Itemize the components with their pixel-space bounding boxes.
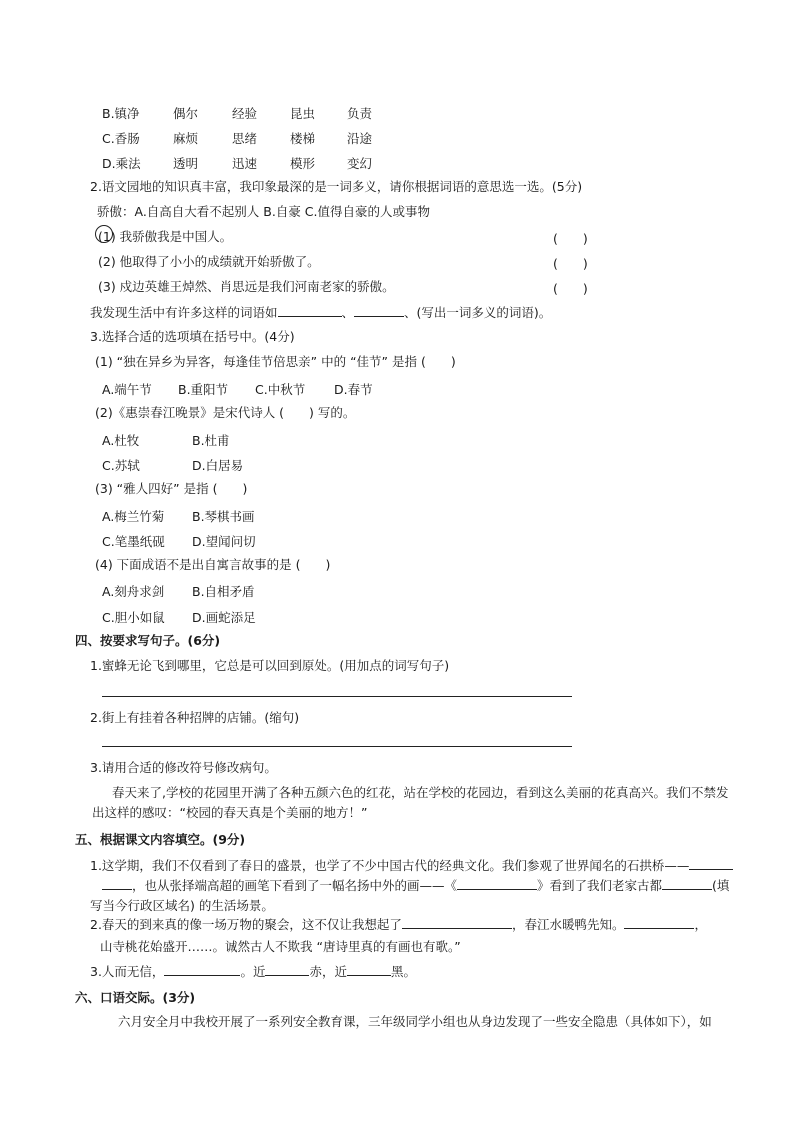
q3-sub-1: (1) “独在异乡为异客，每逢佳节倍思亲” 中的 “佳节” 是指 ( ): [95, 354, 456, 369]
choice: A.梅兰竹菊: [102, 509, 165, 524]
answer-paren[interactable]: ( ): [553, 256, 588, 271]
option-word: 偶尔: [173, 106, 199, 121]
choice: B.自相矛盾: [192, 584, 255, 599]
choice: B.重阳节: [178, 382, 229, 397]
section-6-title: 六、口语交际。(3分): [75, 990, 196, 1005]
sec5-q3-text-a: 3.人而无信，: [90, 964, 165, 979]
option-word: 负责: [347, 106, 373, 121]
q3-sub-2: (2)《惠崇春江晚景》是宋代诗人 ( ) 写的。: [95, 405, 356, 420]
option-word: 思绪: [232, 131, 258, 146]
option-word: 模形: [290, 156, 316, 171]
sec5-q3-text-c: 赤，近: [309, 964, 347, 979]
choice: A.端午节: [102, 382, 152, 397]
answer-blank[interactable]: [347, 963, 391, 976]
sec5-q2-text-a: 2.春天的到来真的像一场万物的聚会，这不仅让我想起了: [90, 917, 402, 932]
sec6-text: 六月安全月中我校开展了一系列安全教育课，三年级同学小组也从身边发现了一些安全隐患（具体如下），如: [118, 1014, 712, 1029]
q2-tail: [90, 304, 551, 321]
answer-blank[interactable]: [624, 916, 694, 929]
sec5-q3-text-d: 黑。: [390, 964, 416, 979]
answer-blank[interactable]: [689, 857, 733, 870]
sec5-q2-text-d: 山寺桃花始盛开……。诚然古人不欺我 “唐诗里真的有画也有歌。”: [100, 939, 461, 954]
choice: C.笔墨纸砚: [102, 534, 165, 549]
sec5-q1-text-b: ，也从张择端高超的画笔下看到了一幅名扬中外的画——《: [132, 878, 458, 893]
answer-blank[interactable]: [278, 304, 342, 317]
q2-tail-end: 、(写出一词多义的词语)。: [404, 305, 552, 320]
sec5-q2-text-c: ，: [694, 917, 707, 932]
section-4-title: 四、按要求写句子。(6分): [75, 633, 221, 648]
q3-sub-4: (4) 下面成语不是出自寓言故事的是 ( ): [95, 557, 331, 572]
sec4-q3: 3.请用合适的修改符号修改病句。: [90, 760, 277, 775]
choice: C.胆小如鼠: [102, 610, 165, 625]
option-label: D.乘法: [102, 156, 141, 171]
sec5-q1-text-a: 1.这学期，我们不仅看到了春日的盛景，也学了不少中国古代的经典文化。我们参观了世界闻名的石拱桥——: [90, 858, 690, 873]
choice: A.杜牧: [102, 433, 140, 448]
option-word: 透明: [173, 156, 199, 171]
choice: D.春节: [334, 382, 373, 397]
sec4-q2: 2.街上有挂着各种招牌的店铺。(缩句): [90, 710, 300, 725]
answer-line[interactable]: [102, 746, 572, 747]
option-label: C.香肠: [102, 131, 140, 146]
option-word: 沿途: [347, 131, 373, 146]
option-word: 昆虫: [290, 106, 316, 121]
answer-paren[interactable]: ( ): [553, 281, 588, 296]
faulty-sentence: 春天来了,学校的花园里开满了各种五颜六色的红花，站在学校的花园边，看到这么美丽的花真高兴。我们不禁发出这样的感叹：“校园的春天真是个美丽的地方！”: [92, 785, 729, 820]
answer-blank[interactable]: [164, 963, 240, 976]
option-word: 迅速: [232, 156, 258, 171]
choice: C.中秋节: [255, 382, 306, 397]
choice: B.琴棋书画: [192, 509, 255, 524]
answer-blank[interactable]: [457, 877, 537, 890]
option-word: 楼梯: [290, 131, 316, 146]
choice: A.刻舟求剑: [102, 584, 165, 599]
choice: C.苏轼: [102, 458, 140, 473]
choice: D.望闻问切: [192, 534, 256, 549]
answer-paren[interactable]: ( ): [553, 231, 588, 246]
sec5-q1-text-c: 》看到了我们老家古都: [537, 878, 663, 893]
sec5-q2: [90, 914, 740, 958]
choice: D.画蛇添足: [192, 610, 256, 625]
option-word: 经验: [232, 106, 258, 121]
q2-tail-text: 我发现生活中有许多这样的词语如: [90, 305, 278, 320]
definition-line: 骄傲：A.自高自大看不起别人 B.自豪 C.值得自豪的人或事物: [97, 204, 431, 219]
option-word: 变幻: [347, 156, 373, 171]
choice: B.杜甫: [192, 433, 230, 448]
sec5-q1-text-d: (填写当今行政区域名) 的生活场景。: [90, 878, 730, 913]
answer-blank[interactable]: [354, 304, 404, 317]
q2-tail-sep: 、: [341, 305, 355, 320]
answer-line[interactable]: [102, 696, 572, 697]
question-3-prompt: 3.选择合适的选项填在括号中。(4分): [90, 329, 295, 344]
answer-blank[interactable]: [265, 963, 309, 976]
option-word: 麻烦: [173, 131, 199, 146]
question-2-prompt: 2.语文园地的知识真丰富，我印象最深的是一词多义，请你根据词语的意思选一选。(5分): [90, 179, 583, 194]
answer-blank[interactable]: [662, 877, 712, 890]
sec5-q2-text-b: ，春江水暖鸭先知。: [511, 917, 625, 932]
q2-item-3: (3) 戍边英雄王焯然、肖思远是我们河南老家的骄傲。: [98, 279, 395, 294]
q2-item-2: (2) 他取得了小小的成绩就开始骄傲了。: [98, 254, 320, 269]
choice: D.白居易: [192, 458, 244, 473]
q2-item-1: (1) 我骄傲我是中国人。: [98, 229, 233, 244]
sec5-q3: [90, 963, 416, 980]
option-label: B.镇净: [102, 106, 140, 121]
answer-blank[interactable]: [402, 916, 512, 929]
sec4-q1: 1.蜜蜂无论飞到哪里，它总是可以回到原处。(用加点的词写句子): [90, 658, 450, 673]
answer-blank[interactable]: [102, 877, 132, 890]
sec5-q1: [90, 856, 740, 916]
sec5-q3-text-b: 。近: [240, 964, 266, 979]
q3-sub-3: (3) “雅人四好” 是指 ( ): [95, 481, 248, 496]
section-5-title: 五、根据课文内容填空。(9分): [75, 832, 246, 847]
